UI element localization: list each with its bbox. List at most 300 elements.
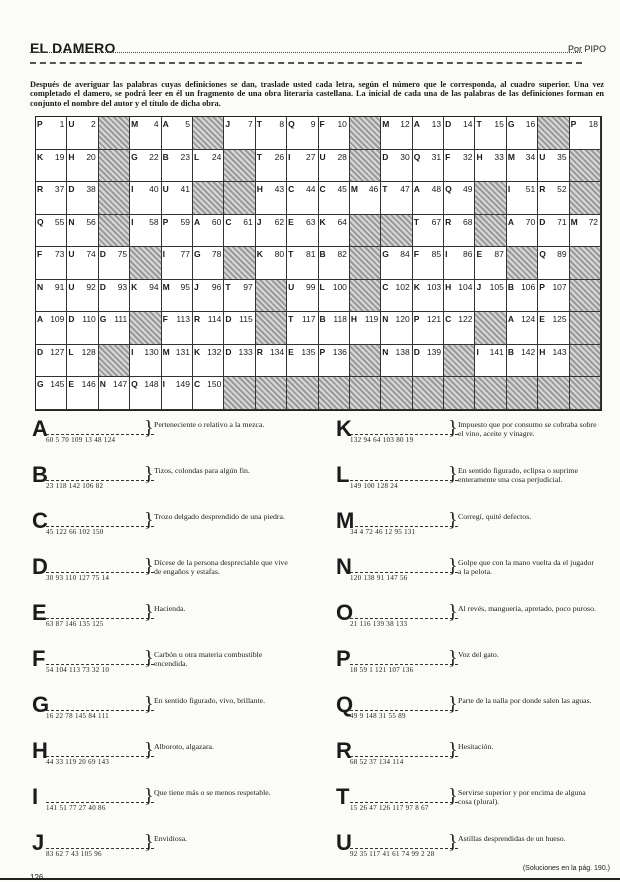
- grid-cell: [99, 280, 130, 313]
- cell-number: 40: [149, 184, 159, 194]
- grid-cell: [570, 312, 601, 345]
- grid-cell: [413, 150, 444, 183]
- cell-number: 27: [306, 151, 316, 162]
- clue-letter: U: [336, 830, 352, 855]
- grid-cell: [538, 280, 569, 313]
- cell-number: 63: [306, 216, 316, 227]
- grid-cell: [319, 182, 350, 215]
- cell-number: 44: [306, 184, 316, 194]
- grid-cell: [287, 377, 318, 410]
- clue-blanks: [350, 562, 458, 573]
- cell-number: 120: [395, 314, 410, 324]
- grid-cell: [36, 247, 67, 280]
- clue-bracket: }: [448, 739, 458, 761]
- clue-bracket: }: [448, 417, 458, 439]
- cell-letter: I: [162, 379, 165, 389]
- cell-letter: A: [413, 184, 420, 194]
- clue-bracket: }: [448, 463, 458, 485]
- grid-cell: [413, 247, 444, 280]
- clue-letter: O: [336, 600, 354, 625]
- cell-number: 73: [54, 249, 65, 259]
- clue-letter: F: [32, 646, 46, 671]
- cell-letter: N: [37, 281, 44, 292]
- cell-letter: J: [193, 281, 199, 292]
- grid-cell: [256, 345, 287, 378]
- clue-blanks: [350, 700, 458, 711]
- clue-bracket: }: [144, 693, 154, 715]
- grid-cell: [130, 150, 161, 183]
- cell-letter: I: [445, 249, 448, 259]
- cell-letter: T: [413, 216, 419, 227]
- grid-cell: [130, 345, 161, 378]
- clue-letter: E: [32, 600, 47, 625]
- grid-cell: [507, 150, 538, 183]
- clue-bracket: }: [448, 509, 458, 531]
- cell-number: 131: [175, 346, 190, 357]
- clue-bracket: }: [144, 601, 154, 623]
- cell-number: 136: [332, 346, 347, 357]
- grid-cell: [99, 247, 130, 280]
- clue-definition: Servirse superior y por encima de alguna cosa (plural).: [458, 788, 586, 806]
- grid-cell: [319, 247, 350, 280]
- clue-blanks: [46, 562, 154, 573]
- grid-cell: [256, 117, 287, 150]
- cell-number: 68: [463, 216, 473, 227]
- cell-number: 125: [552, 314, 567, 324]
- grid-cell: [538, 247, 569, 280]
- cell-number: 104: [458, 281, 473, 292]
- grid-cell: [224, 215, 255, 248]
- cell-number: 95: [180, 281, 190, 292]
- clue-bracket: }: [144, 739, 154, 761]
- cell-letter: M: [382, 119, 390, 129]
- clue-definition: Perteneciente o relativo a la mezca.: [154, 420, 265, 429]
- cell-number: 70: [525, 216, 536, 227]
- cell-letter: U: [288, 281, 295, 292]
- cell-number: 12: [400, 119, 410, 129]
- grid-cell: [475, 117, 506, 150]
- clue-item: [336, 694, 606, 734]
- grid-cell: [570, 182, 601, 215]
- cell-number: 24: [211, 151, 222, 162]
- rule-dotted: [30, 52, 582, 53]
- cell-letter: F: [162, 314, 168, 324]
- clue-item: [336, 418, 606, 458]
- cell-letter: B: [319, 314, 326, 324]
- grid-cell: [538, 215, 569, 248]
- clue-letter: I: [32, 784, 39, 809]
- grid-cell: [193, 215, 224, 248]
- cell-number: 127: [50, 346, 65, 357]
- clue-item: [336, 556, 606, 596]
- grid-cell: [36, 345, 67, 378]
- cell-number: 32: [463, 151, 473, 162]
- grid-cell: [130, 312, 161, 345]
- clue-letter: P: [336, 646, 351, 671]
- cell-letter: I: [476, 346, 479, 357]
- grid-cell: [287, 215, 318, 248]
- clue-item: [32, 694, 302, 734]
- grid-cell: [570, 150, 601, 183]
- clue-letter: L: [336, 462, 350, 487]
- cell-letter: G: [382, 249, 389, 259]
- cell-letter: K: [413, 281, 420, 292]
- grid-cell: [475, 215, 506, 248]
- intro-paragraph: Después de averiguar las palabras cuyas definiciones se dan, traslade usted cada letra, según el número que le corresponda, al cuadro superior. Una vez completado el damero, se podrá leer en él un fragmento de una obra literaria castellana. La inicial de cada una de las palabras de las definiciones forman en conjunto el nombre del autor y el título de dicha obra.: [30, 80, 604, 108]
- cell-letter: R: [256, 346, 263, 357]
- cell-number: 142: [521, 346, 536, 357]
- cell-letter: D: [225, 346, 232, 357]
- cell-number: 58: [149, 216, 159, 227]
- clue-definition: Que tiene más o se menos respetable.: [154, 788, 271, 797]
- clue-letter: N: [336, 554, 352, 579]
- cell-letter: T: [225, 281, 231, 292]
- cell-letter: A: [413, 119, 420, 129]
- grid-cell: [287, 247, 318, 280]
- cell-letter: D: [539, 216, 546, 227]
- grid-cell: [256, 247, 287, 280]
- grid-cell: [319, 280, 350, 313]
- grid-cell: [538, 117, 569, 150]
- cell-letter: P: [413, 314, 420, 324]
- cell-number: 81: [306, 249, 316, 259]
- cell-number: 139: [426, 346, 442, 357]
- cell-letter: U: [68, 281, 75, 292]
- cell-letter: B: [507, 346, 514, 357]
- cell-number: 22: [149, 151, 159, 162]
- grid-cell: [162, 345, 193, 378]
- clue-definition: Corregí, quité defectos.: [458, 512, 532, 521]
- cell-letter: E: [539, 314, 545, 324]
- cell-letter: H: [476, 151, 483, 162]
- cell-number: 31: [431, 151, 442, 162]
- cell-number: 28: [337, 151, 347, 162]
- cell-number: 93: [117, 281, 128, 292]
- grid-cell: [319, 117, 350, 150]
- cell-number: 102: [395, 281, 410, 292]
- cell-number: 62: [274, 216, 285, 227]
- clue-blanks: [46, 792, 154, 803]
- clue-blanks: [46, 516, 154, 527]
- cell-number: 113: [176, 314, 190, 324]
- clue-letter: D: [32, 554, 48, 579]
- cell-letter: A: [193, 216, 201, 227]
- clue-numbers: 132 94 64 103 80 19: [350, 436, 414, 444]
- grid-cell: [130, 280, 161, 313]
- clue-definition: Tizos, colondas para algún fin.: [154, 466, 250, 475]
- grid-cell: [507, 377, 538, 410]
- grid-cell: [507, 345, 538, 378]
- cell-letter: C: [445, 314, 452, 324]
- grid-cell: [67, 117, 98, 150]
- cell-number: 128: [81, 346, 96, 357]
- grid-cell: [67, 150, 98, 183]
- cell-number: 115: [239, 314, 253, 324]
- grid-cell: [413, 345, 444, 378]
- clue-bracket: }: [448, 785, 458, 807]
- cell-number: 56: [86, 216, 96, 227]
- grid-cell: [381, 345, 412, 378]
- grid-cell: [444, 312, 475, 345]
- cell-number: 37: [54, 184, 65, 194]
- grid-cell: [444, 182, 475, 215]
- cell-number: 5: [185, 119, 190, 129]
- cell-letter: R: [539, 184, 546, 194]
- clue-definition: En sentido figurado, eclipsa o suprime enteramente una cosa perjudicial.: [458, 466, 578, 484]
- cell-number: 94: [149, 281, 159, 292]
- cell-number: 92: [86, 281, 96, 292]
- grid-cell: [570, 280, 601, 313]
- grid-cell: [319, 215, 350, 248]
- cell-number: 38: [86, 184, 96, 194]
- grid-cell: [99, 150, 130, 183]
- cell-letter: B: [507, 281, 514, 292]
- puzzle-grid: [35, 116, 602, 411]
- cell-number: 7: [248, 119, 253, 129]
- cell-letter: J: [225, 119, 231, 129]
- clue-definition: Hacienda.: [154, 604, 186, 613]
- grid-cell: [99, 312, 130, 345]
- grid-cell: [67, 280, 98, 313]
- grid-cell: [570, 345, 601, 378]
- clue-definition: Al revés, mangueria, apretado, poco puroso.: [458, 604, 596, 613]
- grid-cell: [67, 377, 98, 410]
- cell-number: 138: [395, 346, 410, 357]
- cell-number: 85: [431, 249, 442, 259]
- clue-blanks: [46, 424, 154, 435]
- grid-cell: [381, 117, 412, 150]
- cell-letter: T: [288, 249, 294, 259]
- grid-cell: [193, 150, 224, 183]
- grid-cell: [413, 377, 444, 410]
- grid-cell: [224, 150, 255, 183]
- cell-number: 149: [175, 379, 190, 389]
- grid-cell: [538, 312, 569, 345]
- grid-cell: [319, 377, 350, 410]
- cell-letter: A: [507, 314, 514, 324]
- cell-letter: K: [37, 151, 44, 162]
- clue-numbers: 45 122 66 102 150: [46, 528, 104, 536]
- cell-number: 59: [180, 216, 190, 227]
- cell-number: 110: [82, 314, 96, 324]
- clue-definition: Voz del gato.: [458, 650, 499, 659]
- grid-cell: [287, 280, 318, 313]
- cell-letter: A: [162, 119, 169, 129]
- cell-number: 117: [301, 314, 316, 324]
- cell-letter: N: [382, 314, 389, 324]
- cell-letter: F: [319, 119, 325, 129]
- cell-number: 130: [144, 346, 159, 357]
- cell-number: 2: [91, 119, 96, 129]
- clue-blanks: [350, 424, 458, 435]
- cell-number: 134: [269, 346, 285, 357]
- clue-blanks: [350, 470, 458, 481]
- clue-numbers: 63 87 146 135 125: [46, 620, 104, 628]
- cell-number: 20: [86, 151, 96, 162]
- cell-number: 119: [364, 314, 379, 324]
- cell-letter: Q: [131, 379, 138, 389]
- clue-definition: Dícese de la persona despreciable que vive de engaños y estafas.: [154, 558, 288, 576]
- cell-letter: P: [539, 281, 545, 292]
- grid-cell: [130, 377, 161, 410]
- page-number: 126: [30, 873, 44, 882]
- cell-letter: D: [225, 314, 232, 324]
- clue-blanks: [350, 792, 458, 803]
- cell-number: 46: [368, 184, 379, 194]
- cell-number: 135: [301, 346, 316, 357]
- cell-number: 23: [180, 151, 190, 162]
- grid-cell: [538, 150, 569, 183]
- grid-cell: [256, 280, 287, 313]
- grid-cell: [99, 182, 130, 215]
- cell-letter: G: [131, 151, 138, 162]
- cell-number: 111: [114, 314, 128, 324]
- cell-letter: N: [382, 346, 389, 357]
- cell-number: 35: [557, 151, 567, 162]
- cell-letter: B: [319, 249, 326, 259]
- clue-blanks: [46, 838, 154, 849]
- cell-number: 86: [463, 249, 473, 259]
- grid-cell: [538, 377, 569, 410]
- grid-cell: [507, 215, 538, 248]
- grid-cell: [350, 215, 381, 248]
- grid-cell: [444, 150, 475, 183]
- cell-number: 51: [525, 184, 536, 194]
- grid-cell: [130, 117, 161, 150]
- cell-number: 146: [81, 379, 96, 389]
- grid-cell: [444, 117, 475, 150]
- cell-letter: U: [68, 249, 75, 259]
- grid-cell: [475, 247, 506, 280]
- grid-cell: [381, 280, 412, 313]
- clue-letter: H: [32, 738, 48, 763]
- grid-cell: [130, 247, 161, 280]
- grid-cell: [224, 117, 255, 150]
- cell-number: 15: [494, 119, 504, 129]
- cell-letter: I: [131, 184, 134, 194]
- cell-letter: R: [193, 314, 201, 324]
- grid-cell: [256, 377, 287, 410]
- grid-cell: [350, 312, 381, 345]
- cell-letter: G: [507, 119, 515, 129]
- grid-cell: [381, 150, 412, 183]
- cell-letter: Q: [37, 216, 44, 227]
- grid-cell: [319, 150, 350, 183]
- grid-cell: [350, 182, 381, 215]
- cell-number: 124: [521, 314, 536, 324]
- cell-number: 61: [243, 216, 253, 227]
- clue-bracket: }: [448, 555, 458, 577]
- clue-definition: Alboroto, algazara.: [154, 742, 214, 751]
- cell-number: 48: [431, 184, 442, 194]
- grid-cell: [193, 280, 224, 313]
- clue-letter: G: [32, 692, 50, 717]
- grid-cell: [67, 215, 98, 248]
- author-byline: Por PIPO: [567, 44, 606, 54]
- cell-number: 100: [332, 281, 347, 292]
- cell-letter: R: [445, 216, 452, 227]
- cell-number: 67: [431, 216, 442, 227]
- clue-numbers: 68 52 37 134 114: [350, 758, 404, 766]
- clue-item: [32, 556, 302, 596]
- cell-number: 4: [153, 119, 159, 129]
- clue-definition: Trozo delgado desprendido de una piedra.: [154, 512, 285, 521]
- grid-cell: [224, 182, 255, 215]
- cell-letter: P: [570, 119, 577, 129]
- grid-cell: [67, 312, 98, 345]
- cell-number: 150: [207, 379, 222, 389]
- clue-numbers: 141 51 77 27 40 86: [46, 804, 106, 812]
- grid-cell: [36, 312, 67, 345]
- grid-cell: [256, 150, 287, 183]
- grid-cell: [444, 345, 475, 378]
- cell-letter: M: [162, 281, 170, 292]
- cell-number: 16: [525, 119, 536, 129]
- grid-cell: [475, 150, 506, 183]
- grid-cell: [130, 182, 161, 215]
- cell-number: 91: [54, 281, 65, 292]
- clue-definition: Parte de la nalla por donde salen las aguas.: [458, 696, 592, 705]
- grid-cell: [350, 247, 381, 280]
- cell-number: 80: [274, 249, 285, 259]
- grid-cell: [287, 345, 318, 378]
- grid-cell: [224, 312, 255, 345]
- clue-numbers: 21 116 139 38 133: [350, 620, 408, 628]
- grid-cell: [350, 117, 381, 150]
- cell-letter: K: [319, 216, 326, 227]
- grid-cell: [193, 377, 224, 410]
- grid-cell: [36, 117, 67, 150]
- clue-blanks: [46, 746, 154, 757]
- cell-number: 148: [144, 379, 159, 389]
- cell-letter: Q: [539, 249, 546, 259]
- clue-item: [32, 786, 302, 826]
- clue-letter: A: [32, 416, 48, 441]
- grid-cell: [67, 247, 98, 280]
- cell-number: 133: [238, 346, 253, 357]
- clue-blanks: [350, 746, 458, 757]
- clue-letter: J: [32, 830, 45, 855]
- cell-number: 96: [211, 281, 222, 292]
- clue-numbers: 120 138 91 147 56: [350, 574, 408, 582]
- grid-cell: [444, 247, 475, 280]
- clue-bracket: }: [144, 463, 154, 485]
- clue-definition: Impuesto que por consumo se cobraba sobre el vino, aceite y vinagre.: [458, 420, 597, 438]
- cell-number: 77: [180, 249, 190, 259]
- rule-dashed: [30, 62, 582, 64]
- cell-letter: J: [256, 216, 262, 227]
- clue-bracket: }: [144, 509, 154, 531]
- grid-cell: [36, 150, 67, 183]
- cell-letter: F: [37, 249, 43, 259]
- grid-cell: [381, 377, 412, 410]
- cell-number: 147: [112, 379, 128, 389]
- cell-letter: I: [162, 249, 165, 259]
- cell-number: 74: [86, 249, 96, 259]
- clue-item: [336, 648, 606, 688]
- clue-numbers: 49 9 148 31 55 89: [350, 712, 406, 720]
- clue-item: [32, 510, 302, 550]
- cell-number: 45: [337, 184, 347, 194]
- grid-cell: [162, 150, 193, 183]
- cell-number: 30: [400, 151, 410, 162]
- cell-letter: I: [507, 184, 511, 194]
- cell-number: 10: [337, 119, 347, 129]
- clue-numbers: 60 5 70 109 13 48 124: [46, 436, 116, 444]
- cell-number: 43: [274, 184, 285, 194]
- grid-cell: [350, 377, 381, 410]
- cell-letter: G: [37, 379, 44, 389]
